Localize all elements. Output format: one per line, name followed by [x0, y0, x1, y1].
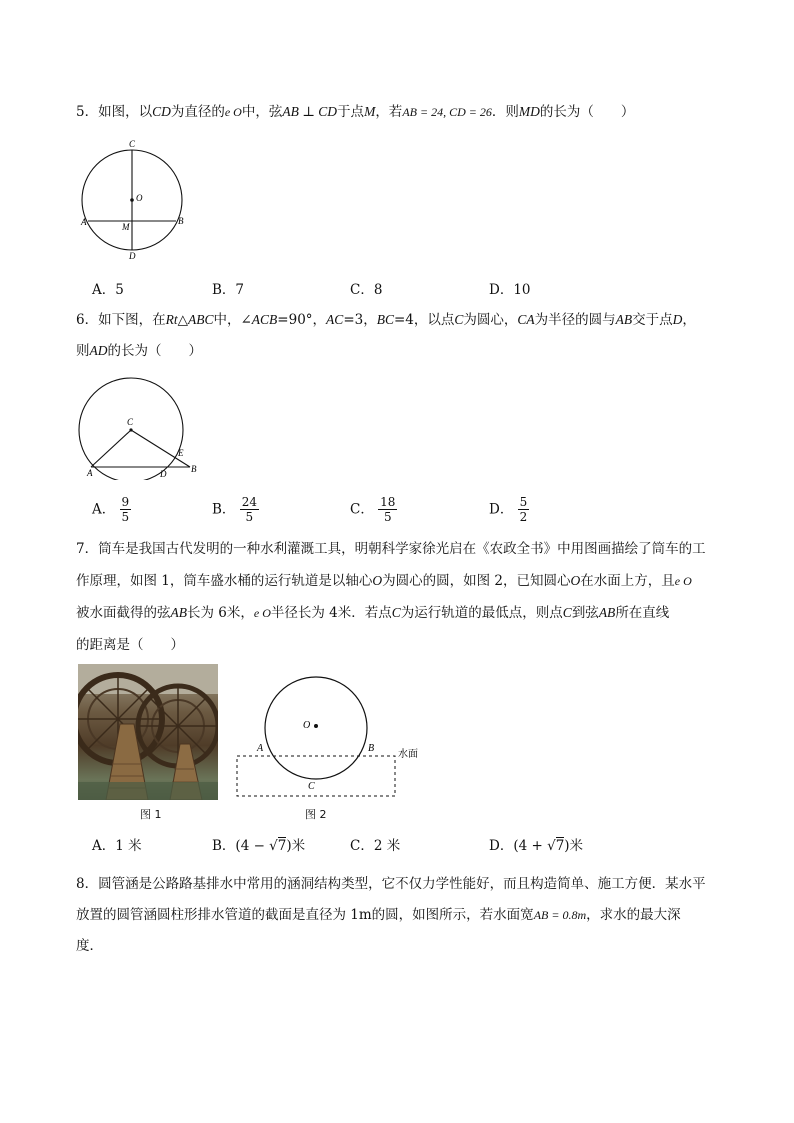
q7-text: 在水面上方，且	[580, 573, 675, 589]
q5-md: MD	[518, 104, 540, 119]
water-region	[237, 756, 395, 796]
q6-text: =4，以点	[393, 312, 455, 328]
figure1-caption: 图 1	[140, 808, 162, 821]
q7-center-dot	[314, 724, 318, 728]
q6-option-a[interactable]	[92, 495, 131, 524]
fraction-numerator: 9	[121, 495, 130, 509]
q6-ca: CA	[517, 312, 535, 327]
q5-label-b: B	[178, 216, 184, 226]
option-key: C．	[350, 282, 374, 298]
q7-o: O	[570, 573, 581, 588]
q8-stem-line1: 8．圆管涵是公路路基排水中常用的涵洞结构类型，它不仅力学性能好，而且构造简单、施工方便．某水平	[76, 876, 706, 892]
figure2-caption: 图 2	[305, 808, 327, 821]
q6-label-d: D	[160, 469, 167, 479]
q7-stem-line3	[76, 604, 669, 622]
option-radicand: 7	[555, 838, 565, 854]
q6-d: D	[672, 312, 683, 327]
q8-text: 放置的圆管涵圆柱形排水管道的截面是直径为 1m的圆，如图所示，若水面宽	[76, 907, 534, 923]
q7-stem-line4: 的距离是（ ）	[76, 637, 184, 653]
q7-label-a: A	[257, 743, 264, 754]
q5-text: 中，弦	[241, 104, 283, 120]
option-radicand: 7	[277, 838, 287, 854]
q5-label-c: C	[129, 139, 136, 149]
q7-circle-o: e O	[674, 574, 692, 588]
q6-text: 中，∠	[213, 312, 252, 328]
q6-text: =90°，	[277, 312, 327, 328]
fraction-denominator: 2	[519, 510, 528, 524]
q8-stem-line3: 度．	[76, 938, 103, 954]
q6-text: =3，	[343, 312, 377, 328]
option-value: 1 米	[115, 838, 142, 854]
q7-label-c: C	[308, 781, 315, 792]
option-value: 10	[513, 282, 531, 298]
q6-text: 如下图，在	[98, 312, 166, 328]
water-surface-label: 水面	[398, 749, 418, 760]
option-fraction	[240, 495, 259, 524]
q7-text: 为圆心的圆，如图 2，已知圆心	[382, 573, 571, 589]
option-key: A．	[92, 838, 116, 854]
q5-figure	[76, 138, 196, 263]
q7-option-c[interactable]	[350, 837, 400, 855]
q6-figure	[76, 374, 206, 480]
q7-text: 所在直线	[615, 605, 670, 621]
q7-text: 长为 6米，	[187, 605, 254, 621]
q7-text: 被水面截得的弦	[76, 605, 171, 621]
sqrt-icon: √	[269, 838, 278, 854]
q7-ab: AB	[598, 605, 616, 620]
option-value: (4 −	[235, 838, 270, 854]
fraction-numerator: 5	[519, 495, 528, 509]
q5-label-o: O	[136, 193, 143, 203]
q5-center-dot	[130, 198, 134, 202]
q8-water-width: AB = 0.8m	[533, 908, 587, 922]
q5-text: ，若	[375, 104, 403, 120]
q5-text: 为直径的	[170, 104, 225, 120]
q7-figure2	[232, 670, 432, 802]
q7-c: C	[391, 605, 401, 620]
q6-text: ，	[682, 312, 696, 328]
option-value: )米	[564, 838, 584, 854]
q7-c: C	[562, 605, 572, 620]
q5-given: AB = 24, CD = 26	[402, 105, 492, 119]
option-key: B．	[212, 838, 236, 854]
q5-cd: CD	[152, 104, 171, 119]
q7-label-b: B	[368, 743, 375, 754]
q6-acb: ACB	[251, 312, 278, 327]
q6-text: 交于点	[632, 312, 673, 328]
option-fraction	[518, 495, 530, 524]
q6-label-a: A	[87, 468, 93, 478]
q5-option-d[interactable]	[489, 281, 531, 299]
q7-text: 半径长为 4米．若点	[270, 605, 392, 621]
q6-ab: AB	[615, 312, 633, 327]
q6-text: 为圆心，	[463, 312, 518, 328]
q5-text: ．则	[491, 104, 519, 120]
option-value: 5	[115, 282, 124, 298]
q6-label-b: B	[191, 464, 197, 474]
q5-stem	[76, 103, 634, 121]
option-key: D．	[489, 838, 514, 854]
q6-label-c: C	[127, 417, 134, 427]
q6-c: C	[454, 312, 464, 327]
option-value: )米	[286, 838, 306, 854]
fraction-numerator: 24	[241, 495, 257, 509]
option-key: A．	[92, 501, 116, 518]
fraction-denominator: 5	[245, 510, 254, 524]
q5-text: 于点	[337, 104, 365, 120]
option-value: 8	[373, 282, 383, 298]
q6-text: 则	[76, 343, 90, 359]
q7-option-b[interactable]	[212, 837, 305, 855]
fraction-denominator: 5	[121, 510, 130, 524]
option-fraction	[378, 495, 397, 524]
option-value: (4 +	[513, 838, 548, 854]
q5-text: 如图，以	[98, 104, 153, 120]
q7-ab: AB	[170, 605, 187, 620]
q6-ad: AD	[89, 343, 108, 358]
q6-stem-line2	[76, 342, 202, 360]
q7-text: 作原理，如图 1，筒车盛水桶的运行轨道是以轴心	[76, 573, 373, 589]
q5-m: M	[364, 104, 376, 119]
q5-label-d: D	[129, 251, 136, 261]
fraction-numerator: 18	[380, 495, 396, 509]
sqrt-icon: √	[547, 838, 556, 854]
q6-center-dot	[129, 428, 132, 431]
option-key: D．	[489, 282, 514, 298]
q6-stem-line1	[76, 311, 696, 329]
option-fraction	[120, 495, 132, 524]
q6-label-e: E	[178, 448, 184, 458]
q5-option-c[interactable]	[350, 281, 382, 299]
q5-number: 5．	[76, 104, 99, 120]
q6-ac: AC	[326, 312, 344, 327]
option-key: C．	[350, 501, 374, 518]
q7-label-o: O	[303, 720, 311, 731]
q7-text: 到弦	[571, 605, 599, 621]
q5-label-a: A	[81, 217, 87, 227]
q7-circle-o: e O	[253, 606, 271, 620]
q6-segment-ca	[91, 430, 131, 467]
q5-label-m: M	[122, 222, 130, 232]
option-value: 7	[235, 282, 245, 298]
fraction-denominator: 5	[383, 510, 392, 524]
q8-stem-line2	[76, 906, 681, 924]
option-key: D．	[489, 501, 514, 518]
option-key: C．	[350, 838, 374, 854]
water-wheel-illustration	[78, 664, 218, 800]
q6-text: 的长为（ ）	[107, 343, 202, 359]
q7-stem-line1: 7．筒车是我国古代发明的一种水利灌溉工具，明朝科学家徐光启在《农政全书》中用图画描绘了筒车的工	[76, 541, 706, 557]
q8-text: ，求水的最大深	[586, 907, 681, 923]
option-key: B．	[212, 282, 236, 298]
q6-option-d[interactable]	[489, 495, 529, 524]
option-value: 2 米	[373, 838, 401, 854]
q7-o: O	[372, 573, 383, 588]
q5-option-b[interactable]	[212, 281, 244, 299]
q6-text: 为半径的圆与	[534, 312, 616, 328]
q5-ab-perp-cd: AB ⊥ CD	[282, 104, 338, 119]
q5-circle-o: e O	[224, 105, 242, 119]
q6-number: 6．	[76, 312, 99, 328]
option-key: B．	[212, 501, 236, 518]
option-key: A．	[92, 282, 116, 298]
q6-option-b[interactable]	[212, 495, 259, 524]
q6-bc: BC	[376, 312, 394, 327]
q7-option-a[interactable]	[92, 837, 142, 855]
q6-rt-triangle: Rt△ABC	[165, 312, 214, 327]
q7-text: 为运行轨道的最低点，则点	[400, 605, 563, 621]
q7-stem-line2	[76, 572, 692, 590]
q5-text: 的长为（ ）	[539, 104, 635, 120]
q7-option-d[interactable]	[489, 837, 583, 855]
water-wheel-photo	[78, 664, 218, 800]
q6-option-c[interactable]	[350, 495, 397, 524]
q5-option-a[interactable]	[92, 281, 124, 299]
